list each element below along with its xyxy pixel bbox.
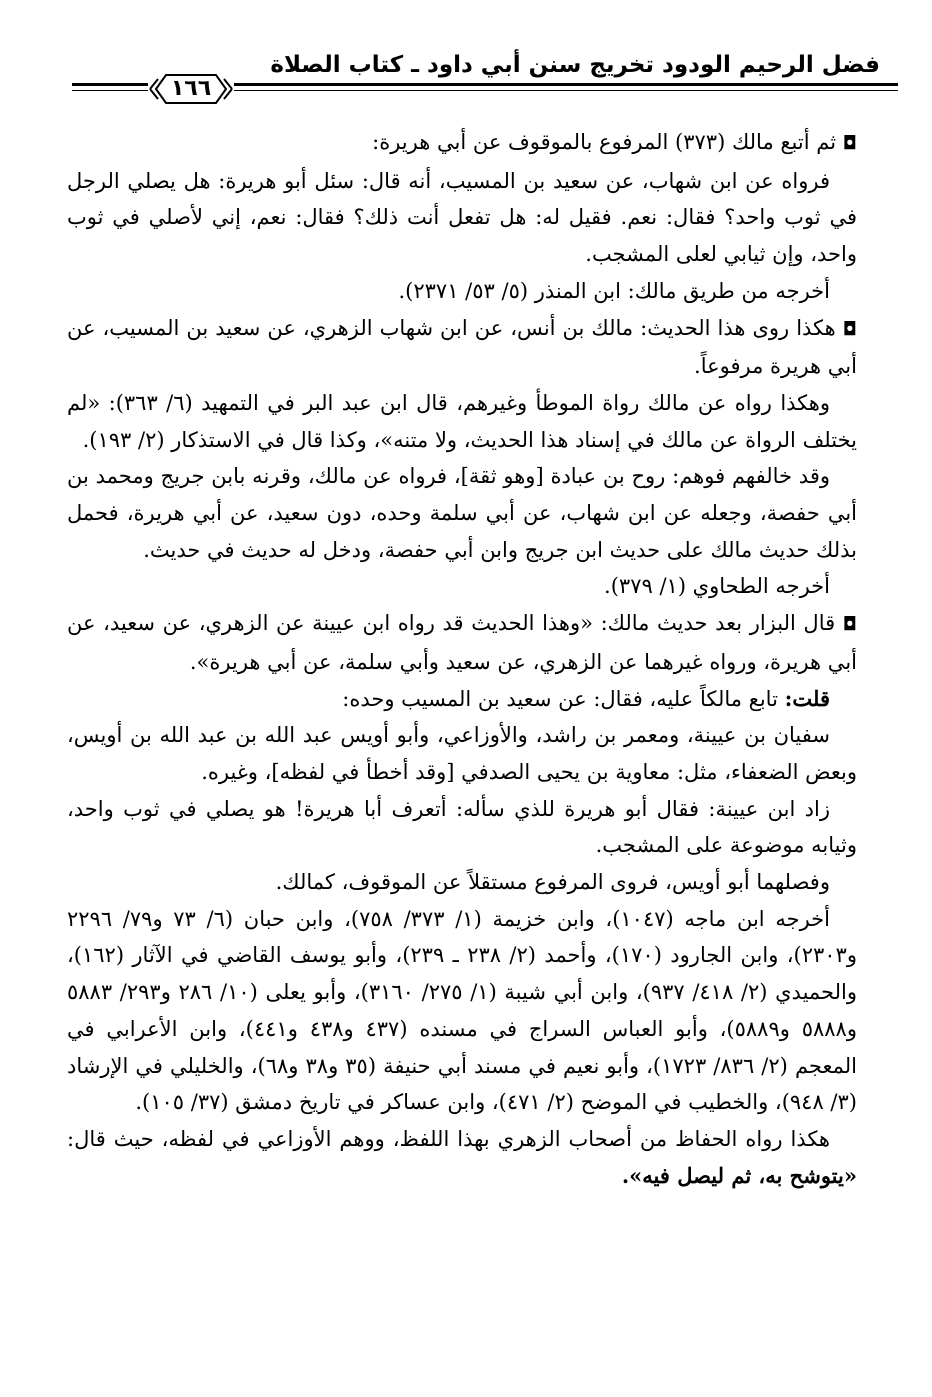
paragraph-text: ثم أتبع مالك (٣٧٣) المرفوع بالموقوف عن أبي هريرة: <box>372 130 837 154</box>
page-number: ١٦٦ <box>170 76 212 101</box>
paragraph-text: وفصلهما أبو أويس، فروى المرفوع مستقلاً عن الموقوف، كمالك. <box>275 870 830 895</box>
paragraph-10 <box>67 717 857 790</box>
paragraph-4 <box>67 310 857 385</box>
paragraph-5 <box>67 385 857 458</box>
paragraph-text: وقد خالفهم فوهم: روح بن عبادة [وهو ثقة]، فرواه عن مالك، وقرنه بابن جريج ومحمد بن أبي حفصة، وجعله عن ابن شهاب، عن أبي سلمة وحده، دون سعيد، عن أبي هريرة، فحمل بذلك حديث مالك على حديث ابن جريج وابن أبي حفصة، ودخل له حديث في حديث. <box>67 464 857 562</box>
paragraph-9 <box>67 681 857 718</box>
paragraph-marker-icon: ◘ <box>842 133 857 154</box>
paragraph-text: وهكذا رواه عن مالك رواة الموطأ وغيرهم، قال ابن عبد البر في التمهيد (٦/ ٣٦٣): «لم يختلف الرواة عن مالك في إسناد هذا الحديث، ولا متنه»، وكذا قال في الاستذكار (٢/ ١٩٣). <box>67 390 857 452</box>
paragraph-7 <box>67 568 857 605</box>
paragraph-text: أخرجه ابن ماجه (١٠٤٧)، وابن خزيمة (١/ ٣٧٣/ ٧٥٨)، وابن حبان (٦/ ٧٣ و٧٩/ ٢٢٩٦ و٢٣٠٣)، وابن الجارود (١٧٠)، وأحمد (٢/ ٢٣٨ ـ ٢٣٩)، وأبو يوسف القاضي في الآثار (١٦٢)، والحميدي (٢/ ٤١٨/ ٩٣٧)، وابن أبي شيبة (١/ ٢٧٥/ ٣١٦٠)، وأبو يعلى (١٠/ ٢٨٦ و٢٩٣/ ٥٨٨٣ و٥٨٨٨ و٥٨٨٩)، وأبو العباس السراج في مسنده (٤٣٧ و٤٣٨ و٤٤١)، وابن الأعرابي في المعجم (٢/ ٨٣٦/ ١٧٢٣)، وأبو نعيم في مسند أبي حنيفة (٣٥ و٣٨ و٦٨)، والخليلي في الإرشاد (٣/ ٩٤٨)، والخطيب في الموضح (٢/ ٤٧١)، وابن عساكر في تاريخ دمشق (٣٧/ ١٠٥). <box>67 906 857 1115</box>
paragraph-text: هكذا رواه الحفاظ من أصحاب الزهري بهذا اللفظ، ووهم الأوزاعي في لفظه، حيث قال: <box>67 1126 830 1151</box>
paragraph-1 <box>67 124 857 163</box>
paragraph-text: سفيان بن عيينة، ومعمر بن راشد، والأوزاعي، وأبو أويس عبد الله بن عبد الله بن أويس، وبعض الضعفاء، مثل: معاوية بن يحيى الصدفي [وقد أخطأ في لفظه]، وغيره. <box>67 723 857 784</box>
paragraph-text: فرواه عن ابن شهاب، عن سعيد بن المسيب، أنه قال: سئل أبو هريرة: هل يصلي الرجل في ثوب واحد؟ فقال: نعم. فقيل له: هل تفعل أنت ذلك؟ فقال: نعم، إني لأصلي في ثوب واحد، وإن ثيابي لعلى المشجب. <box>67 168 857 267</box>
paragraph-12 <box>67 864 857 901</box>
page-number-badge <box>148 72 234 106</box>
paragraph-3 <box>67 273 857 310</box>
paragraph-marker-icon: ◘ <box>842 318 858 340</box>
paragraph-text: أخرجه من طريق مالك: ابن المنذر (٥/ ٥٣/ ٢٣٧١). <box>398 278 830 303</box>
paragraph-6 <box>67 458 857 568</box>
paragraph-marker-icon: ◘ <box>842 614 857 636</box>
paragraph-2 <box>67 163 857 273</box>
running-title: فضل الرحيم الودود تخريج سنن أبي داود ـ كتاب الصلاة <box>270 52 880 78</box>
paragraph-text: زاد ابن عيينة: فقال أبو هريرة للذي سأله: أتعرف أبا هريرة! هو يصلي في ثوب واحد، وثيابه موضوعة على المشجب. <box>67 796 857 858</box>
paragraph-text: تابع مالكاً عليه، فقال: عن سعيد بن المسيب وحده: <box>342 686 778 711</box>
paragraph-8 <box>67 605 857 680</box>
paragraph-text: أخرجه الطحاوي (١/ ٣٧٩). <box>604 574 830 599</box>
paragraph-label: قلت: <box>784 685 830 711</box>
paragraph-text: قال البزار بعد حديث مالك: «وهذا الحديث قد رواه ابن عيينة عن الزهري، عن سعيد، عن أبي هريرة، ورواه غيرهما عن الزهري، عن سعيد وأبي سلمة، عن أبي هريرة». <box>67 611 857 674</box>
paragraph-13 <box>67 901 857 1121</box>
paragraph-text: هكذا روى هذا الحديث: مالك بن أنس، عن ابن شهاب الزهري، عن سعيد بن المسيب، عن أبي هريرة مرفوعاً. <box>67 315 857 379</box>
quoted-wording: «يتوشح به، ثم ليصل فيه». <box>621 1162 857 1188</box>
paragraph-14 <box>67 1121 857 1194</box>
paragraph-11 <box>67 791 857 864</box>
body-text <box>67 124 857 1194</box>
